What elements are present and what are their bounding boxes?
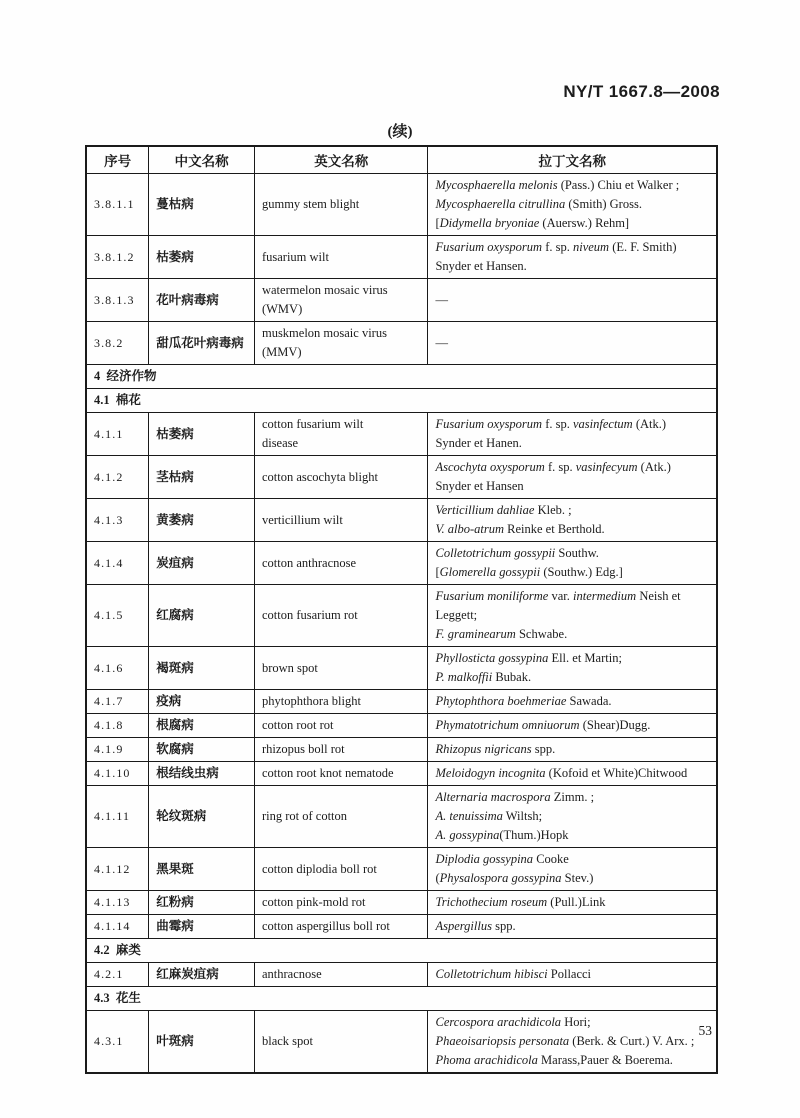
table-row: [86, 1011, 717, 1074]
table-row: [86, 647, 717, 690]
continued-label: (续): [387, 124, 413, 140]
latin-name-cell: —: [428, 279, 717, 322]
section-label: 4.2 麻类: [86, 939, 717, 963]
chinese-name-cell: 红粉病: [149, 891, 255, 915]
header-row: [86, 146, 717, 174]
latin-name-cell: Ascochyta oxysporum f. sp. vasinfecyum (Atk.) Snyder et Hansen: [428, 456, 717, 499]
row-number-cell: 4.1.7: [86, 690, 149, 714]
latin-name-cell: Phytophthora boehmeriae Sawada.: [428, 690, 717, 714]
table-row: [86, 542, 717, 585]
table-row: [86, 499, 717, 542]
row-number-cell: 4.1.3: [86, 499, 149, 542]
row-number-cell: 4.1.4: [86, 542, 149, 585]
table-row: [86, 413, 717, 456]
chinese-name-cell: 枯萎病: [149, 236, 255, 279]
english-name-cell: cotton diplodia boll rot: [254, 848, 428, 891]
english-name-cell: black spot: [254, 1011, 428, 1074]
disease-table: [85, 145, 718, 1074]
chinese-name-cell: 茎枯病: [149, 456, 255, 499]
col-header-chinese: 中文名称: [149, 146, 255, 174]
latin-name-cell: Rhizopus nigricans spp.: [428, 738, 717, 762]
table-row: [86, 762, 717, 786]
table-row: [86, 690, 717, 714]
table-row: [86, 585, 717, 647]
english-name-cell: verticillium wilt: [254, 499, 428, 542]
latin-name-cell: Cercospora arachidicola Hori; Phaeoisariopsis personata (Berk. & Curt.) V. Arx. ; Phoma arachidicola Marass,Pauer & Boerema.: [428, 1011, 717, 1074]
section-row: [86, 987, 717, 1011]
chinese-name-cell: 软腐病: [149, 738, 255, 762]
latin-name-cell: Verticillium dahliae Kleb. ; V. albo-atrum Reinke et Berthold.: [428, 499, 717, 542]
row-number-cell: 3.8.1.3: [86, 279, 149, 322]
english-name-cell: cotton fusarium rot: [254, 585, 428, 647]
row-number-cell: 3.8.1.2: [86, 236, 149, 279]
chinese-name-cell: 红麻炭疽病: [149, 963, 255, 987]
english-name-cell: cotton root rot: [254, 714, 428, 738]
row-number-cell: 4.1.9: [86, 738, 149, 762]
row-number-cell: 4.1.11: [86, 786, 149, 848]
table-row: [86, 236, 717, 279]
english-name-cell: fusarium wilt: [254, 236, 428, 279]
section-row: [86, 389, 717, 413]
section-label: 4.3 花生: [86, 987, 717, 1011]
row-number-cell: 4.1.13: [86, 891, 149, 915]
table-row: [86, 786, 717, 848]
section-row: [86, 939, 717, 963]
english-name-cell: cotton fusarium wilt disease: [254, 413, 428, 456]
table-row: [86, 915, 717, 939]
chinese-name-cell: 曲霉病: [149, 915, 255, 939]
table-row: [86, 738, 717, 762]
row-number-cell: 4.1.5: [86, 585, 149, 647]
chinese-name-cell: 甜瓜花叶病毒病: [149, 322, 255, 365]
latin-name-cell: Trichothecium roseum (Pull.)Link: [428, 891, 717, 915]
english-name-cell: brown spot: [254, 647, 428, 690]
col-header-english: 英文名称: [254, 146, 428, 174]
latin-name-cell: Colletotrichum gossypii Southw. [Glomerella gossypii (Southw.) Edg.]: [428, 542, 717, 585]
chinese-name-cell: 黄萎病: [149, 499, 255, 542]
page-number: 53: [698, 1023, 712, 1038]
latin-name-cell: Fusarium oxysporum f. sp. vasinfectum (Atk.) Synder et Hanen.: [428, 413, 717, 456]
latin-name-cell: Fusarium moniliforme var. intermedium Neish et Leggett; F. graminearum Schwabe.: [428, 585, 717, 647]
english-name-cell: cotton pink-mold rot: [254, 891, 428, 915]
doc-number: NY/T 1667.8—2008: [563, 82, 720, 101]
chinese-name-cell: 枯萎病: [149, 413, 255, 456]
table-row: [86, 714, 717, 738]
english-name-cell: watermelon mosaic virus (WMV): [254, 279, 428, 322]
table-row: [86, 456, 717, 499]
english-name-cell: anthracnose: [254, 963, 428, 987]
english-name-cell: ring rot of cotton: [254, 786, 428, 848]
row-number-cell: 4.1.8: [86, 714, 149, 738]
english-name-cell: cotton aspergillus boll rot: [254, 915, 428, 939]
chinese-name-cell: 炭疽病: [149, 542, 255, 585]
english-name-cell: cotton root knot nematode: [254, 762, 428, 786]
latin-name-cell: Diplodia gossypina Cooke (Physalospora gossypina Stev.): [428, 848, 717, 891]
row-number-cell: 3.8.2: [86, 322, 149, 365]
latin-name-cell: Meloidogyn incognita (Kofoid et White)Chitwood: [428, 762, 717, 786]
chinese-name-cell: 蔓枯病: [149, 174, 255, 236]
table-row: [86, 174, 717, 236]
section-row: [86, 365, 717, 389]
english-name-cell: gummy stem blight: [254, 174, 428, 236]
chinese-name-cell: 红腐病: [149, 585, 255, 647]
chinese-name-cell: 疫病: [149, 690, 255, 714]
latin-name-cell: Fusarium oxysporum f. sp. niveum (E. F. Smith) Snyder et Hansen.: [428, 236, 717, 279]
latin-name-cell: Aspergillus spp.: [428, 915, 717, 939]
col-header-number: 序号: [86, 146, 149, 174]
section-label: 4 经济作物: [86, 365, 717, 389]
english-name-cell: rhizopus boll rot: [254, 738, 428, 762]
chinese-name-cell: 花叶病毒病: [149, 279, 255, 322]
latin-name-cell: —: [428, 322, 717, 365]
row-number-cell: 4.1.14: [86, 915, 149, 939]
chinese-name-cell: 根结线虫病: [149, 762, 255, 786]
latin-name-cell: Mycosphaerella melonis (Pass.) Chiu et Walker ; Mycosphaerella citrullina (Smith) Gross. [Didymella bryoniae (Auersw.) Rehm]: [428, 174, 717, 236]
table-row: [86, 848, 717, 891]
latin-name-cell: Phyllosticta gossypina Ell. et Martin; P. malkoffii Bubak.: [428, 647, 717, 690]
english-name-cell: cotton ascochyta blight: [254, 456, 428, 499]
chinese-name-cell: 黑果斑: [149, 848, 255, 891]
table-row: [86, 891, 717, 915]
row-number-cell: 4.1.1: [86, 413, 149, 456]
table-row: [86, 963, 717, 987]
chinese-name-cell: 褐斑病: [149, 647, 255, 690]
chinese-name-cell: 叶斑病: [149, 1011, 255, 1074]
table-body: [86, 174, 717, 1074]
latin-name-cell: Colletotrichum hibisci Pollacci: [428, 963, 717, 987]
row-number-cell: 4.1.6: [86, 647, 149, 690]
row-number-cell: 4.1.12: [86, 848, 149, 891]
col-header-latin: 拉丁文名称: [428, 146, 717, 174]
row-number-cell: 3.8.1.1: [86, 174, 149, 236]
row-number-cell: 4.3.1: [86, 1011, 149, 1074]
row-number-cell: 4.1.10: [86, 762, 149, 786]
latin-name-cell: Phymatotrichum omniuorum (Shear)Dugg.: [428, 714, 717, 738]
table-row: [86, 322, 717, 365]
table-row: [86, 279, 717, 322]
chinese-name-cell: 轮纹斑病: [149, 786, 255, 848]
english-name-cell: cotton anthracnose: [254, 542, 428, 585]
row-number-cell: 4.2.1: [86, 963, 149, 987]
latin-name-cell: Alternaria macrospora Zimm. ; A. tenuissima Wiltsh; A. gossypina(Thum.)Hopk: [428, 786, 717, 848]
english-name-cell: muskmelon mosaic virus (MMV): [254, 322, 428, 365]
chinese-name-cell: 根腐病: [149, 714, 255, 738]
english-name-cell: phytophthora blight: [254, 690, 428, 714]
section-label: 4.1 棉花: [86, 389, 717, 413]
row-number-cell: 4.1.2: [86, 456, 149, 499]
